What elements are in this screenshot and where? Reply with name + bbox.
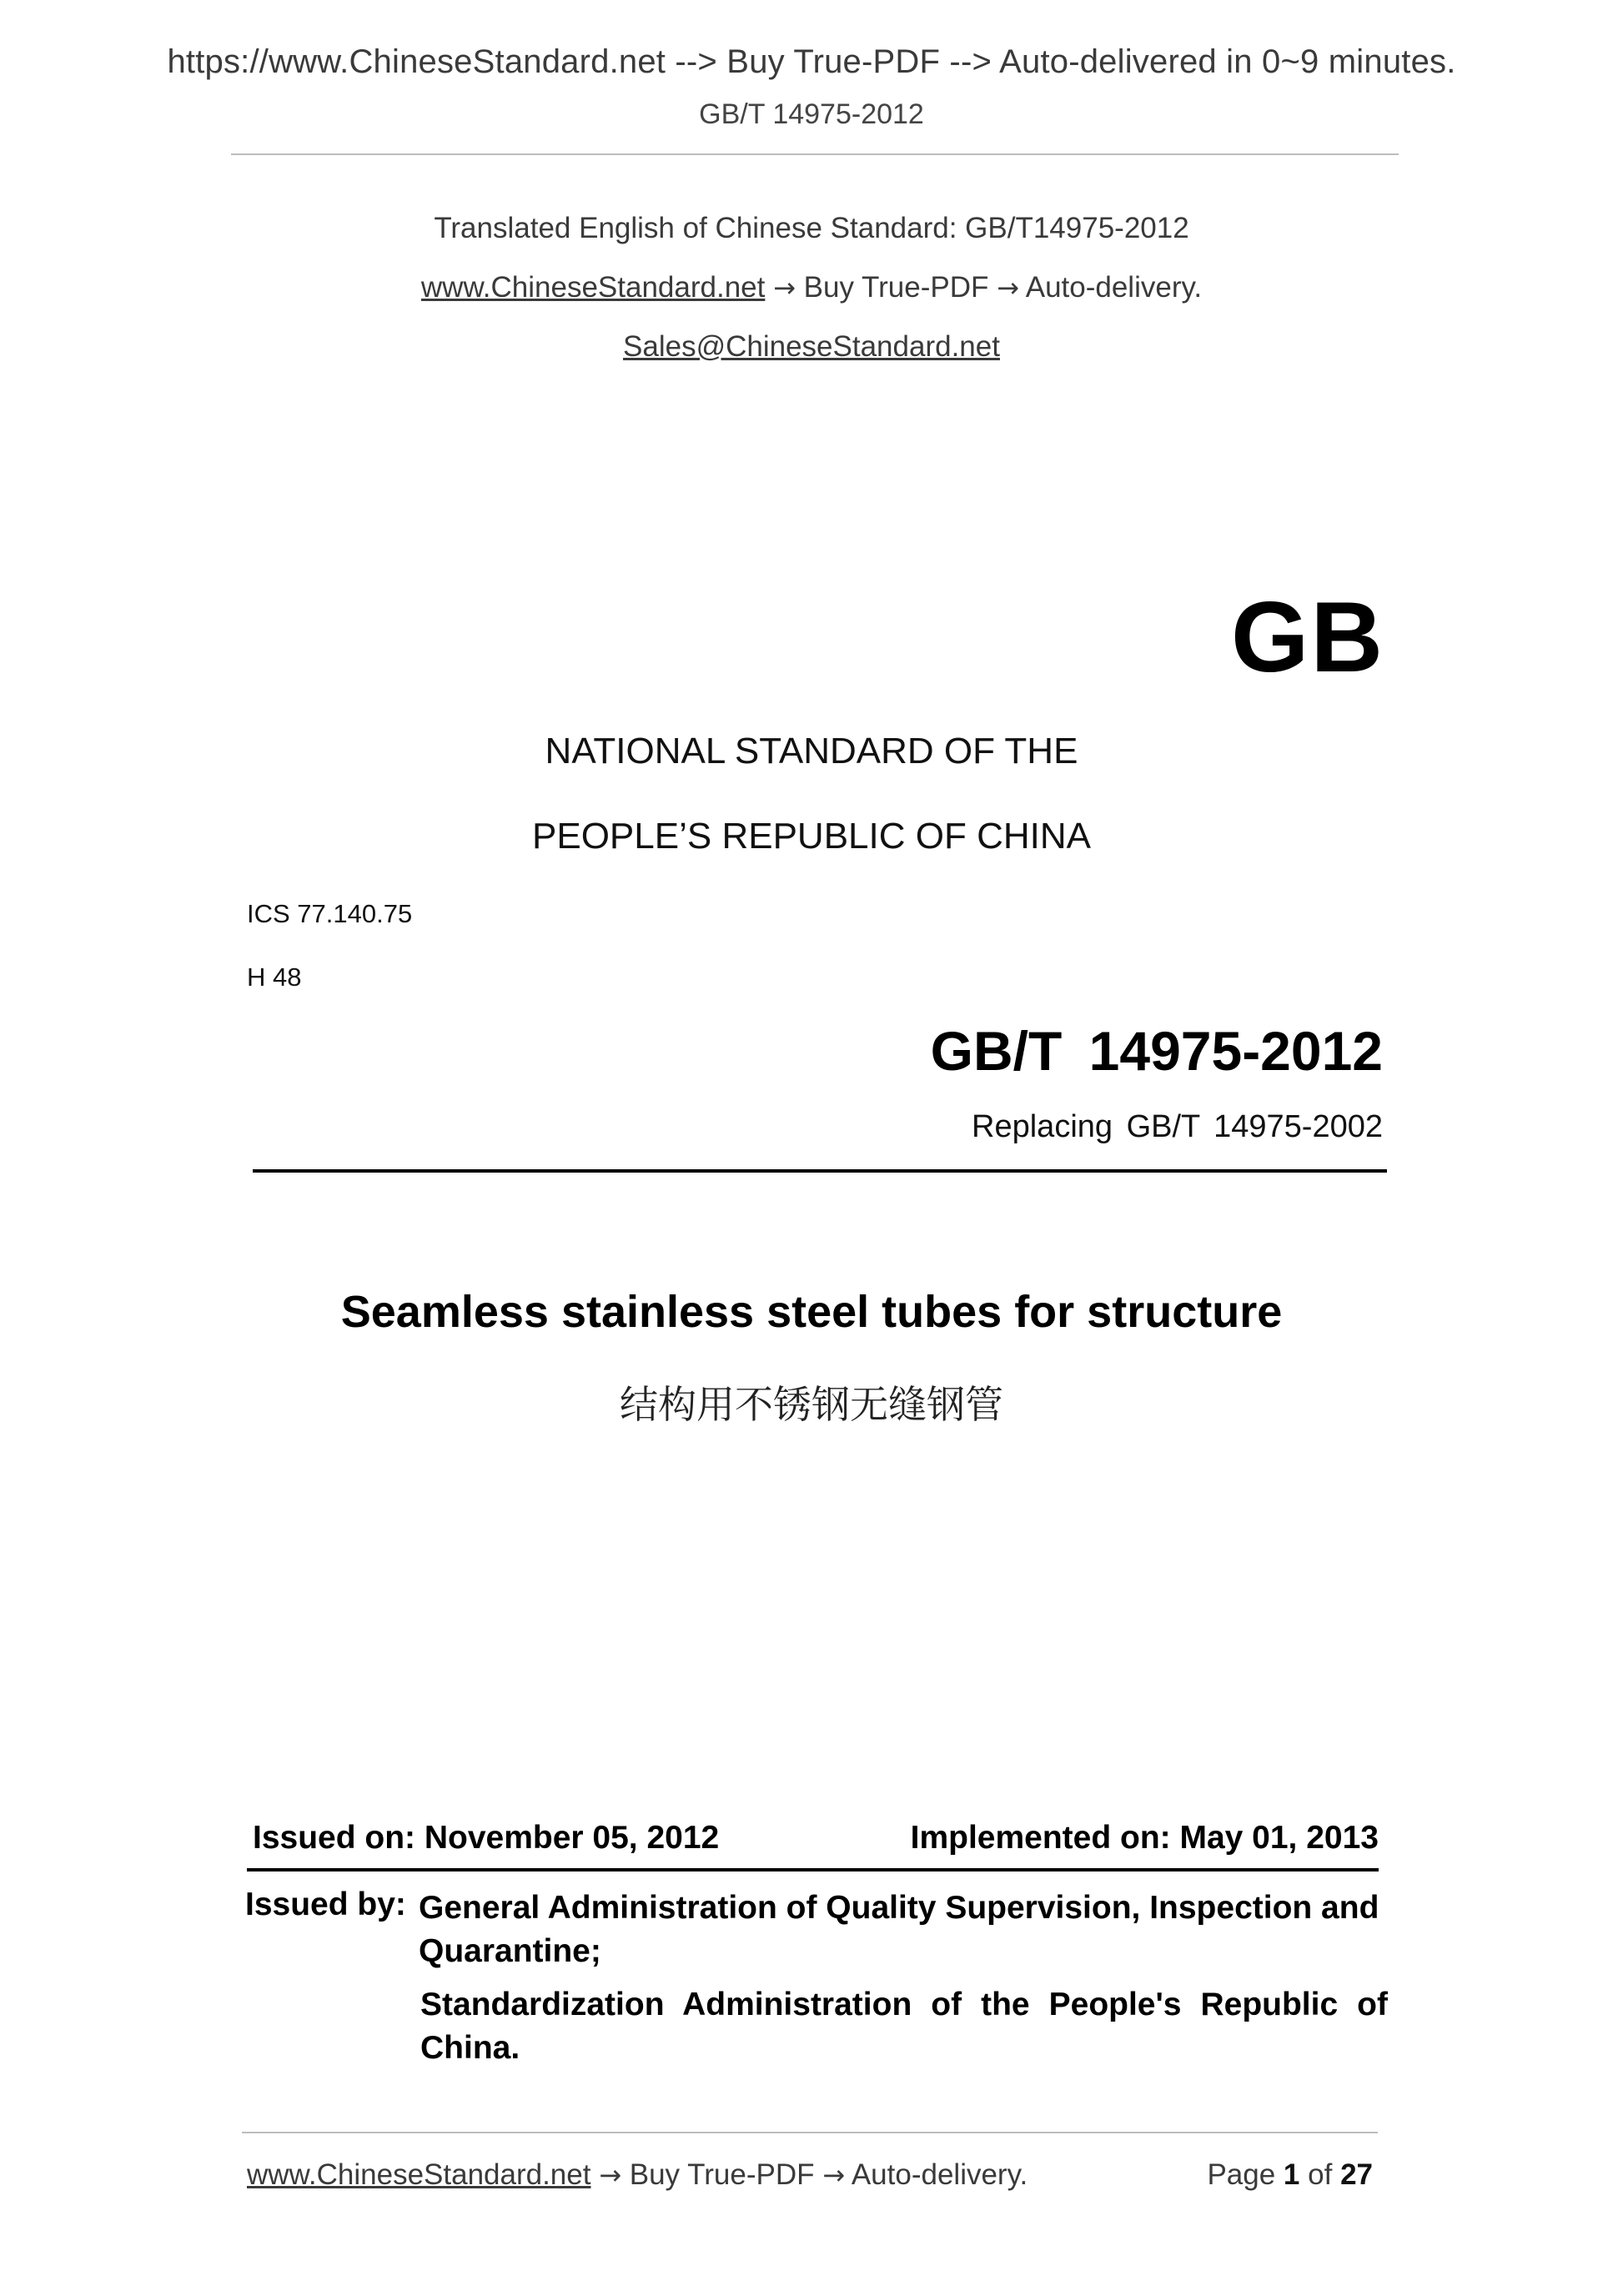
gb-logo: GB [1231, 581, 1384, 693]
page-of: of [1308, 2158, 1333, 2191]
dates-divider [247, 1868, 1379, 1871]
national-standard-line1: NATIONAL STANDARD OF THE [545, 731, 1078, 771]
header-divider [231, 153, 1399, 155]
footer-links [247, 2158, 1028, 2192]
arrow-right-icon: → [822, 2159, 846, 2191]
ics-code: ICS 77.140.75 [247, 899, 413, 928]
footer-divider [242, 2132, 1378, 2133]
translation-email-row [0, 330, 1623, 364]
site-link[interactable]: www.ChineseStandard.net [420, 271, 766, 304]
page-indicator [1207, 2158, 1373, 2192]
page-label: Page [1207, 2158, 1276, 2191]
national-standard-line2: PEOPLE’S REPUBLIC OF CHINA [532, 816, 1091, 857]
standard-number: GB/T 14975-2012 [930, 1020, 1383, 1082]
translation-links [0, 271, 1623, 304]
document-title-zh: 结构用不锈钢无缝钢管 [620, 1382, 1003, 1427]
issued-by-label: Issued by: [245, 1887, 406, 1922]
classification-code: H 48 [247, 962, 302, 992]
sales-email-link[interactable]: Sales@ChineseStandard.net [623, 330, 1000, 363]
issued-on-date: Issued on: November 05, 2012 [253, 1820, 720, 1856]
arrow-right-icon: → [997, 272, 1019, 304]
title-divider [253, 1169, 1387, 1173]
document-title-en: Seamless stainless steel tubes for structure [340, 1287, 1283, 1337]
arrow-right-icon: → [773, 272, 796, 304]
header-doc-code: GB/T 14975-2012 [699, 98, 924, 130]
source-url-line: https://www.ChineseStandard.net --> Buy True-PDF --> Auto-delivered in 0~9 minutes. [167, 43, 1456, 80]
implemented-on-date: Implemented on: May 01, 2013 [910, 1820, 1379, 1856]
issuing-org-1: General Administration of Quality Supervision, Inspection and Quarantine; [419, 1890, 1379, 1969]
auto-delivery-text: Auto-delivery. [1025, 271, 1203, 304]
footer-buy-text: Buy True-PDF [629, 2158, 815, 2191]
translation-title: Translated English of Chinese Standard: GB/T14975-2012 [434, 212, 1189, 244]
footer-site-link[interactable]: www.ChineseStandard.net [247, 2158, 591, 2191]
replacing-standard: Replacing GB/T 14975-2002 [972, 1109, 1383, 1144]
page-current: 1 [1283, 2158, 1300, 2191]
footer-auto-text: Auto-delivery. [851, 2158, 1028, 2191]
issuing-org-2: Standardization Administration of the People's Republic of China. [420, 1987, 1388, 2066]
buy-true-pdf-text: Buy True-PDF [803, 271, 989, 304]
page-total: 27 [1340, 2158, 1373, 2191]
arrow-right-icon: → [599, 2159, 622, 2191]
